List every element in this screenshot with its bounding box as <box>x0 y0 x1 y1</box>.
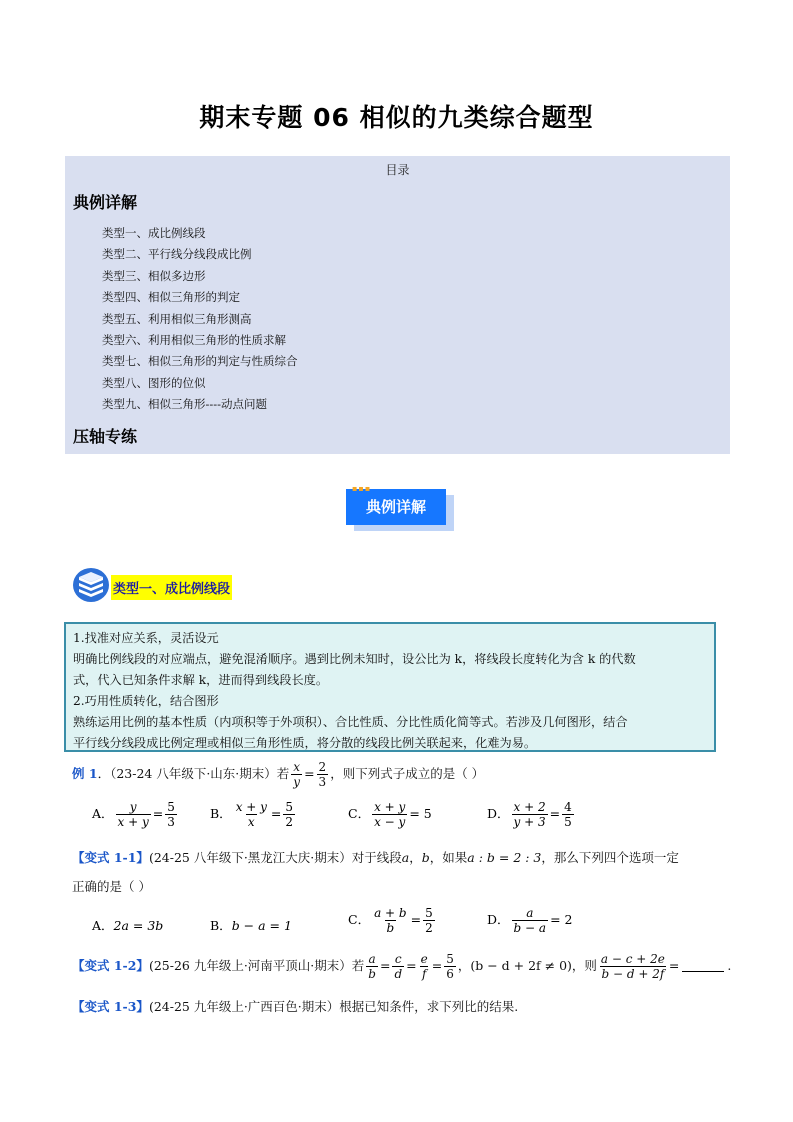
option-fraction <box>234 800 269 829</box>
toc-section-examples[interactable]: 典例详解 <box>73 193 138 212</box>
toc-item[interactable]: 类型六、利用相似三角形的性质求解 <box>102 333 286 347</box>
fraction-x-over-y <box>291 760 302 789</box>
variation-label: 【变式 1-1】 <box>72 850 149 865</box>
tip-line: 式，代入已知条件求解 k，进而得到线段长度。 <box>73 673 329 687</box>
equals: = <box>304 766 315 781</box>
option-letter: C． <box>348 806 371 821</box>
option-fraction <box>372 800 407 829</box>
tip-line: 平行线分线段成比例定理或相似三角形性质，将分散的线段比例关联起来，化难为易。 <box>73 736 537 750</box>
frac-num: y <box>129 800 137 814</box>
option-d[interactable] <box>487 906 572 935</box>
option-expression: 2a = 3b <box>113 918 164 933</box>
frac-den: 6 <box>446 967 454 981</box>
option-letter: A． <box>92 806 114 821</box>
tip-line: 明确比例线段的对应端点，避免混淆顺序。遇到比例未知时，设公比为 k，将线段长度转化为含 k 的代数 <box>73 652 636 666</box>
frac-num: a − c + 2e <box>600 952 665 966</box>
option-fraction-rhs <box>423 906 435 935</box>
frac-den: 2 <box>425 921 433 935</box>
frac-den: y <box>293 775 301 789</box>
frac-num: a + b <box>374 906 407 920</box>
fraction-5-6 <box>444 952 456 981</box>
example-1-question <box>72 760 484 789</box>
option-a[interactable] <box>92 916 163 934</box>
variation-1-1-line2: 正确的是（ ） <box>72 879 151 894</box>
option-fraction-rhs <box>283 800 295 829</box>
frac-den: b <box>368 967 376 981</box>
option-fraction <box>372 906 409 935</box>
variation-condition: ，(b − d + 2f ≠ 0)，则 <box>457 958 597 973</box>
equals: = <box>410 912 422 927</box>
option-fraction <box>512 800 548 829</box>
equals: = <box>668 958 680 973</box>
frac-den: 2 <box>285 815 294 829</box>
option-b[interactable] <box>210 800 297 829</box>
variation-1-2-question: 【变式 1-2】(25-26 九年级上·河南平顶山·期末）若 $\frac{a}{b}$ = $\frac{c}{d}$ = $\frac{e}{f}$ = $\frac{5}{6}$ ，(b − d + 2f ≠ 0)，则 $\frac{a - c + 2e}{b - d + 2f}$ = . <box>72 952 732 981</box>
frac-den: 3 <box>318 775 327 789</box>
toc-section-practice[interactable]: 压轴专练 <box>73 427 138 446</box>
frac-den: x − y <box>374 815 406 829</box>
option-letter: D． <box>487 806 510 821</box>
toc-heading: 目录 <box>385 163 410 177</box>
option-fraction-rhs <box>165 800 177 829</box>
option-expression: b − a = 1 <box>231 918 292 933</box>
tips-box <box>64 622 716 752</box>
frac-num: 5 <box>285 800 294 814</box>
option-c[interactable] <box>348 906 437 935</box>
frac-num: c <box>394 952 402 966</box>
table-of-contents <box>65 156 730 454</box>
frac-num: x + 2 <box>513 800 546 814</box>
toc-item[interactable]: 类型四、相似三角形的判定 <box>102 290 240 304</box>
fraction-a-b <box>366 952 378 981</box>
option-letter: B． <box>210 918 232 933</box>
frac-den: f <box>421 967 427 981</box>
frac-num: 5 <box>425 906 433 920</box>
fraction-target <box>599 952 667 981</box>
frac-den: x + y <box>117 815 149 829</box>
frac-num: e <box>420 952 428 966</box>
frac-den: y + 3 <box>513 815 546 829</box>
banner-label: 典例详解 <box>346 489 446 525</box>
variation-label: 【变式 1-2】 <box>72 958 149 973</box>
section-banner <box>346 484 446 525</box>
option-fraction <box>116 800 151 829</box>
frac-den: d <box>394 967 403 981</box>
variation-text: (24-25 九年级上·广西百色·期末）根据已知条件，求下列比的结果. <box>148 999 519 1014</box>
option-fraction <box>512 906 549 935</box>
option-a[interactable] <box>92 800 179 829</box>
option-fraction-rhs <box>562 800 574 829</box>
ratio-expression: a : b = 2 : 3 <box>467 850 542 865</box>
answer-blank[interactable] <box>682 971 724 972</box>
page-title: 期末专题 06 相似的九类综合题型 <box>199 103 594 132</box>
tip-line: 熟练运用比例的基本性质（内项积等于外项积）、合比性质、分比性质化简等式。若涉及几何图形，结合 <box>73 715 628 729</box>
var-a: a <box>401 850 410 865</box>
frac-num: 2 <box>318 760 327 774</box>
variation-text: (24-25 八年级下·黑龙江大庆·期末）对于线段 <box>148 850 402 865</box>
frac-den: b − d + 2f <box>601 967 665 981</box>
frac-num: a <box>526 906 534 920</box>
equals: = 5 <box>409 806 432 821</box>
frac-den: 5 <box>564 815 572 829</box>
frac-num: a <box>368 952 376 966</box>
frac-den: x <box>247 815 255 829</box>
option-d[interactable] <box>487 800 576 829</box>
variation-1-3-question <box>72 997 518 1015</box>
toc-item[interactable]: 类型二、平行线分线段成比例 <box>102 247 252 261</box>
frac-num: 5 <box>446 952 454 966</box>
tip-line: 1.找准对应关系，灵活设元 <box>73 631 219 645</box>
frac-den: b <box>386 921 395 935</box>
toc-item[interactable]: 类型八、图形的位似 <box>102 376 206 390</box>
equals: = 2 <box>550 912 573 927</box>
fraction-e-f <box>419 952 430 981</box>
equals: = <box>152 806 164 821</box>
option-letter: C． <box>348 912 371 927</box>
option-b[interactable] <box>210 916 292 934</box>
period: . <box>727 958 732 973</box>
toc-item[interactable]: 类型三、相似多边形 <box>102 269 206 283</box>
frac-den: b − a <box>513 921 547 935</box>
comma: ， <box>409 850 422 865</box>
variation-1-1-question <box>72 848 679 866</box>
frac-num: x + y <box>374 800 406 814</box>
variation-label: 【变式 1-3】 <box>72 999 149 1014</box>
tip-line: 2.巧用性质转化，结合图形 <box>73 694 219 708</box>
fraction-c-d <box>392 952 404 981</box>
option-c[interactable] <box>348 800 432 829</box>
frac-num: 5 <box>167 800 175 814</box>
equals: = <box>549 806 561 821</box>
fraction-2-over-3 <box>317 760 329 789</box>
toc-item[interactable]: 类型七、相似三角形的判定与性质综合 <box>102 354 298 368</box>
toc-item[interactable]: 类型九、相似三角形----动点问题 <box>102 397 268 411</box>
var-b: b <box>421 850 430 865</box>
banner-dots: ▪▪▪ <box>352 484 372 493</box>
option-letter: D． <box>487 912 510 927</box>
type-heading-label: 类型一、成比例线段 <box>111 575 232 600</box>
example-tail: ，则下列式子成立的是（ ） <box>330 766 485 781</box>
books-icon <box>72 566 110 604</box>
example-source: ．（23-24 八年级下·山东·期末）若 <box>97 766 290 781</box>
frac-num: 4 <box>564 800 572 814</box>
toc-item[interactable]: 类型五、利用相似三角形测高 <box>102 312 252 326</box>
equals: = <box>270 806 282 821</box>
example-label: 例 1 <box>72 766 98 781</box>
option-letter: A． <box>92 918 114 933</box>
frac-num: x + y <box>235 800 267 814</box>
option-letter: B． <box>210 806 232 821</box>
frac-num: x <box>293 760 301 774</box>
frac-den: 3 <box>167 815 175 829</box>
variation-mid: ，如果 <box>429 850 468 865</box>
variation-tail: ，那么下列四个选项一定 <box>541 850 679 865</box>
toc-item[interactable]: 类型一、成比例线段 <box>102 226 206 240</box>
variation-text: (25-26 九年级上·河南平顶山·期末）若 <box>148 958 365 973</box>
